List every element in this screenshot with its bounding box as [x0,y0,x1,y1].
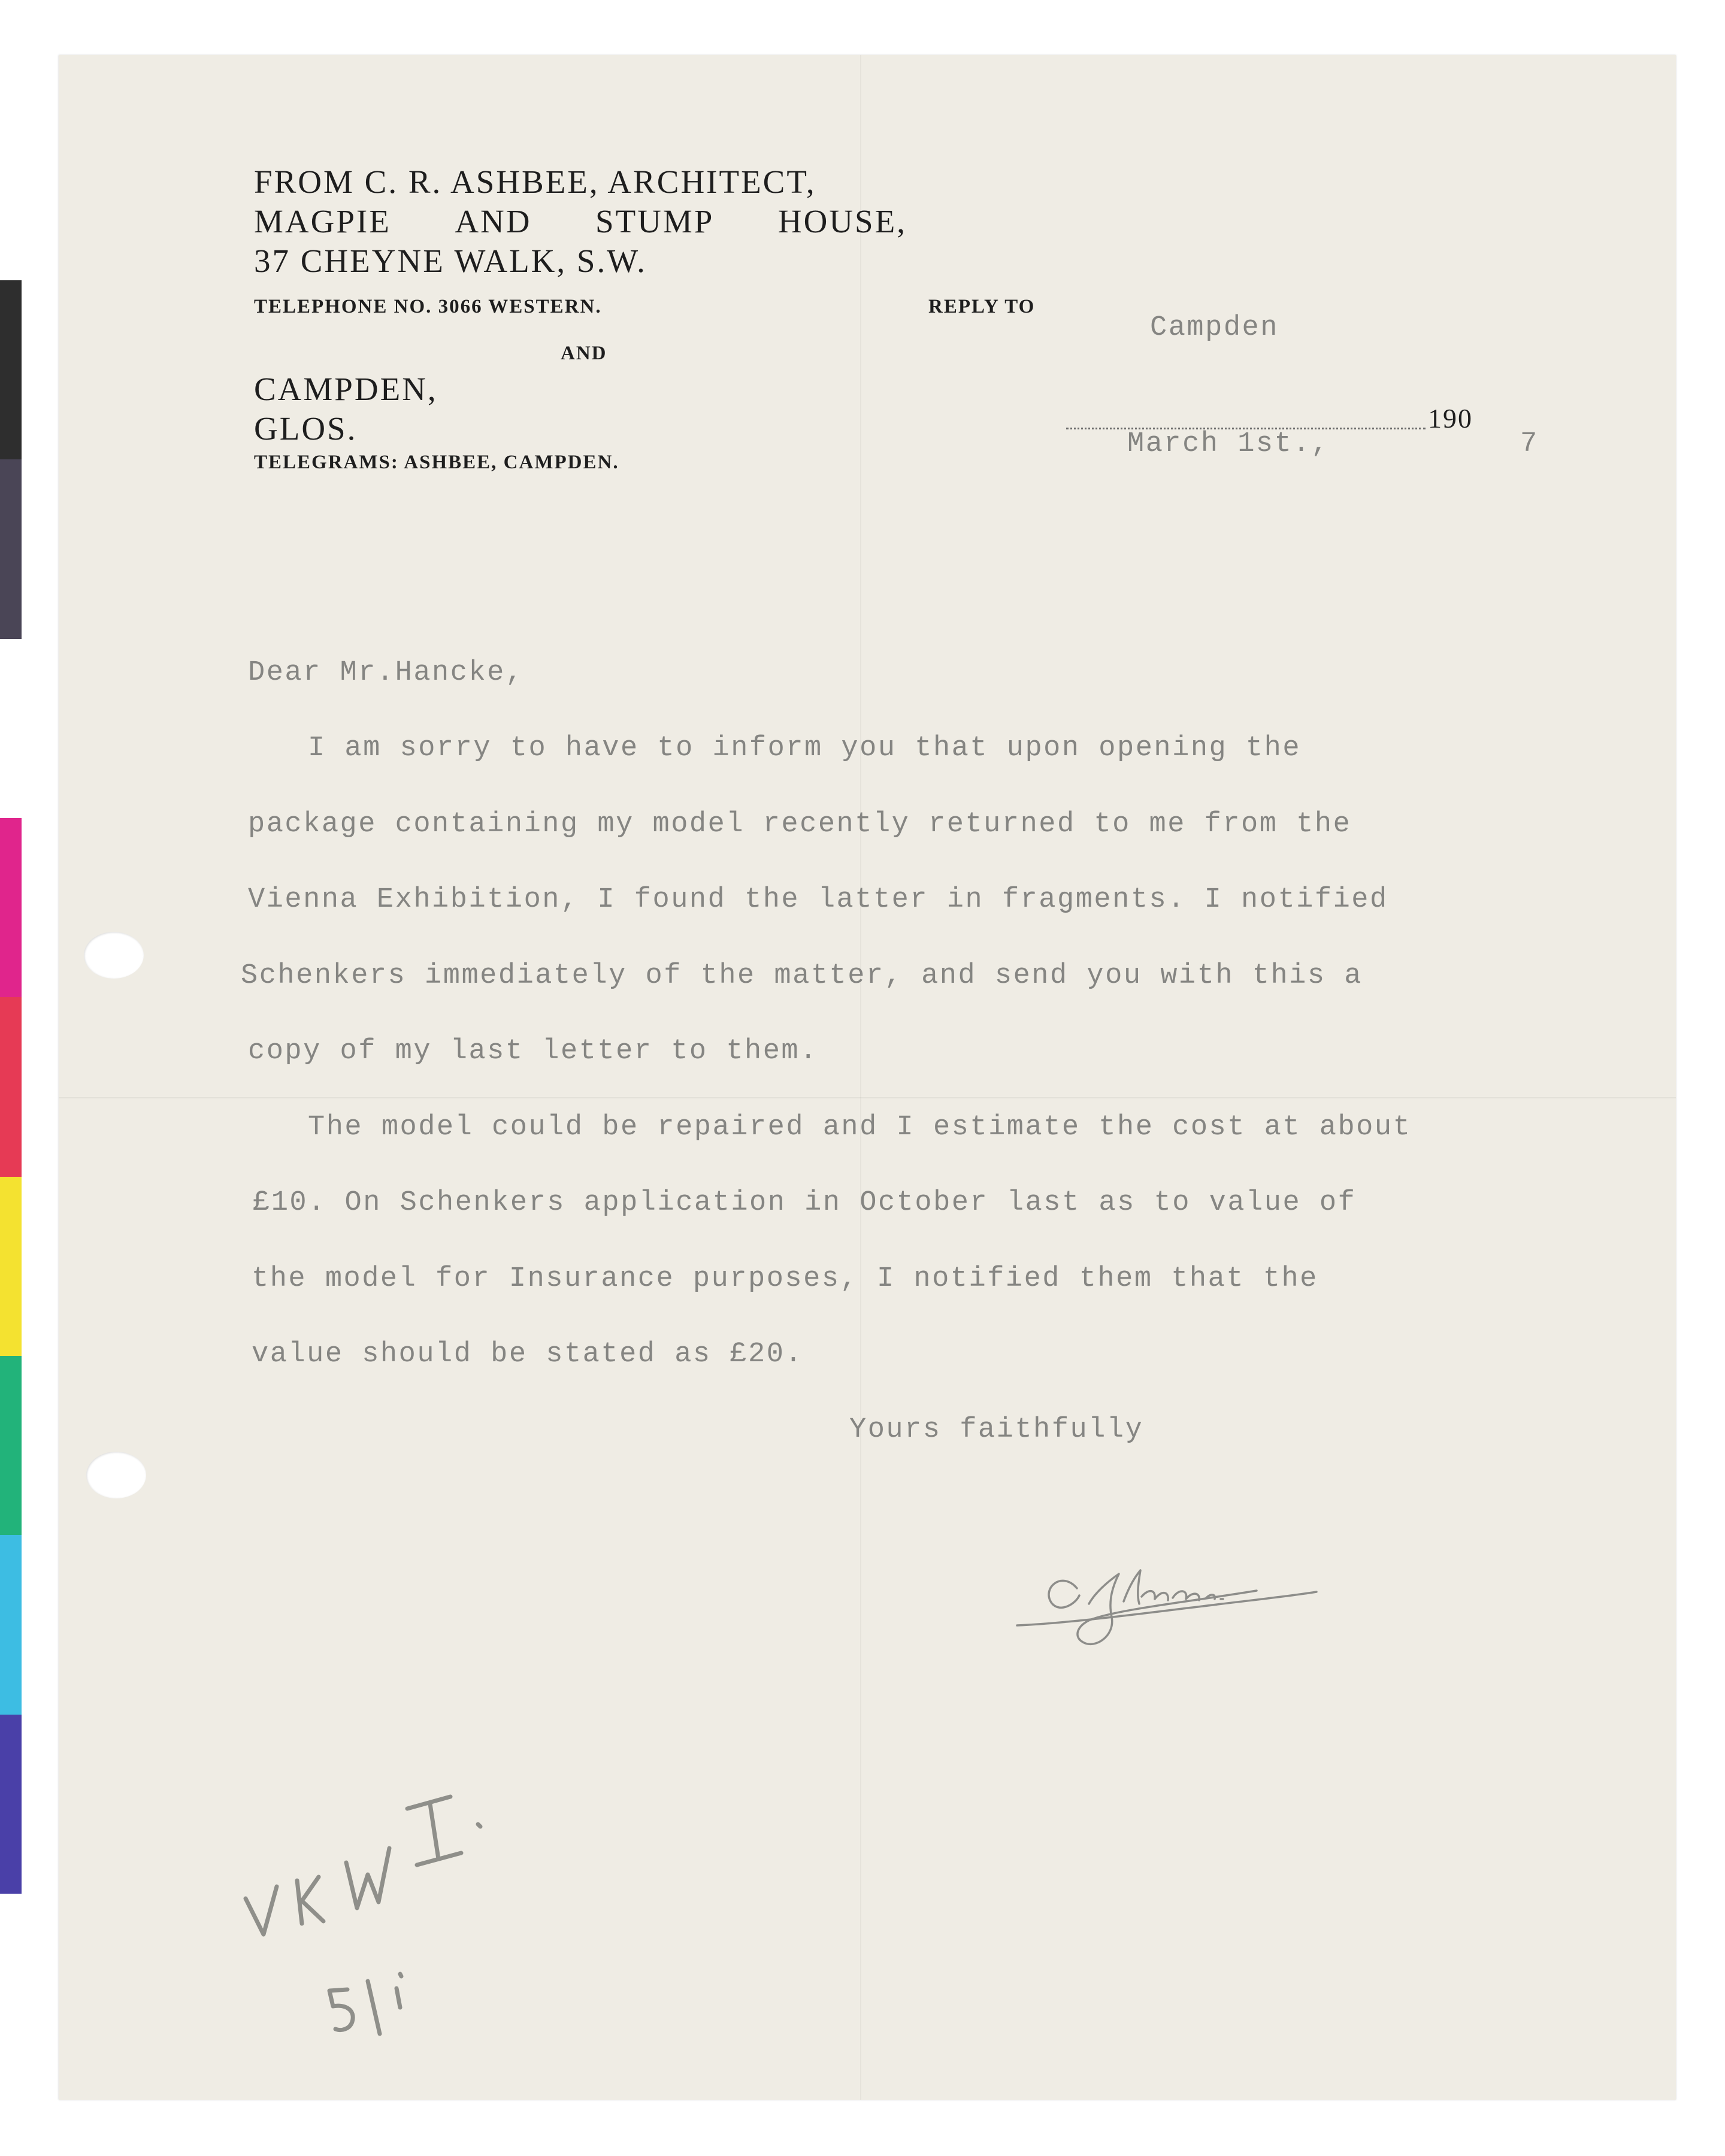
letterhead-campden: CAMPDEN, [254,371,438,407]
salutation: Dear Mr.Hancke, [248,657,524,689]
color-swatch [0,639,22,818]
color-swatch [0,280,22,459]
color-swatch [0,459,22,638]
color-swatch [0,1535,22,1714]
letterhead-house-word: AND [455,203,532,240]
letterhead-year-prefix: 190 [1428,403,1473,434]
letterhead-and: AND [561,343,607,364]
reply-place: Campden [1150,312,1279,344]
archive-pencil-mark [240,1791,575,2048]
signature-image [1005,1546,1328,1654]
color-swatch [0,997,22,1176]
letterhead-house-word: HOUSE, [777,203,907,240]
color-swatch [0,818,22,997]
letterhead-from-line: FROM C. R. ASHBEE, ARCHITECT, [254,163,816,200]
body-line: value should be stated as £20. [252,1339,804,1370]
letterhead-reply-to: REPLY TO [928,296,1036,317]
closing: Yours faithfully [849,1414,1144,1446]
color-swatch [0,1715,22,1894]
horizontal-fold-crease [59,1097,1676,1098]
punch-hole-upper [84,932,144,979]
body-line: The model could be repaired and I estimate the cost at about [308,1112,1412,1143]
color-swatch [0,1356,22,1535]
letter-year-digit: 7 [1520,428,1539,460]
body-line: package containing my model recently returned to me from the [248,808,1352,840]
punch-hole-lower [86,1452,146,1498]
letterhead-street-line: 37 CHEYNE WALK, S.W. [254,243,647,279]
color-swatch [0,1177,22,1356]
letterhead-telegrams: TELEGRAMS: ASHBEE, CAMPDEN. [254,452,619,473]
letterhead-telephone: TELEPHONE NO. 3066 WESTERN. [254,296,602,317]
body-line: Vienna Exhibition, I found the latter in fragments. I notified [248,884,1388,916]
body-line: the model for Insurance purposes, I notified them that the [252,1263,1318,1295]
letterhead-glos: GLOS. [254,410,358,447]
color-calibration-strip [0,280,22,1894]
body-line: £10. On Schenkers application in October last as to value of [253,1187,1357,1219]
letterhead-house-word: MAGPIE [254,203,391,240]
body-line: I am sorry to have to inform you that upon opening the [308,732,1302,764]
letterhead-house-line [254,205,907,238]
body-line: Schenkers immediately of the matter, and send you with this a [241,960,1363,992]
letterhead-house-word: STUMP [595,203,715,240]
body-line: copy of my last letter to them. [248,1035,818,1067]
vertical-fold-crease [860,55,861,2100]
letter-date: March 1st., [1127,428,1330,460]
